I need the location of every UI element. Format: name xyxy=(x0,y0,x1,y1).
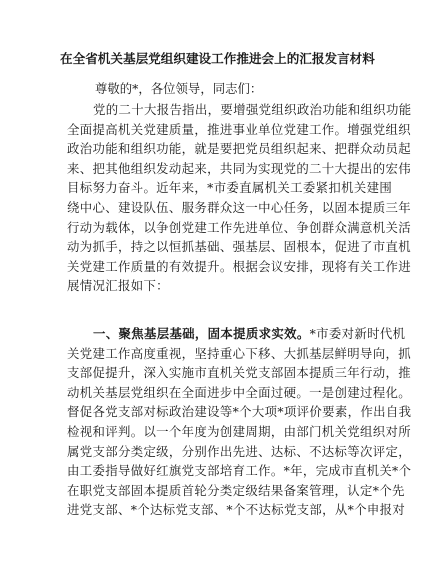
paragraph-line: 来、把其他组织发动起来，共同为实现党的二十大提出的宏伟 xyxy=(67,160,411,176)
paragraph-line: 动为抓手，持之以恒抓基础、强基层、固根本，促进了市直机 xyxy=(67,239,411,255)
section-1 xyxy=(67,324,412,520)
paragraph-line: 全面提高机关党建质量，推进事业单位党建工作。增强党组织 xyxy=(67,121,411,137)
paragraph-line: 党的二十大报告指出，要增强党组织政治功能和组织功能 xyxy=(93,102,412,117)
paragraph-line: 关党建工作高度重视，坚持重心下移、大抓基层鲜明导向，抓 xyxy=(67,345,411,361)
paragraph-line: 绕中心、建设队伍、服务群众这一中心任务，以固本提质三年 xyxy=(67,199,411,215)
section-1-heading: 一、聚焦基层基础，固本提质求实效。 xyxy=(93,326,310,341)
paragraph-line: 由工委指导做好红旗党支部培育工作。*年，完成市直机关*个 xyxy=(67,463,412,479)
section-1-lead-text: *市委对新时代机 xyxy=(309,326,406,341)
paragraph-line: 检视和评判。以一个年度为创建周期，由部门机关党组织对所 xyxy=(67,423,411,439)
paragraph-line: 支部促提升，深入实施市直机关党支部固本提质三年行动，推 xyxy=(67,365,411,381)
paragraph-line: 督促各党支部对标政治建设等*个大项*项评价要素，作出自我 xyxy=(67,404,412,420)
paragraph-line: 关党建工作质量的有效提升。根据会议安排，现将有关工作进 xyxy=(67,258,411,274)
paragraph-1 xyxy=(67,100,412,296)
paragraph-line: 属党支部分类定级，分别作出先进、达标、不达标等次评定， xyxy=(67,443,411,459)
paragraph-line: 行动为载体，以争创党建工作先进单位、争创群众满意机关活 xyxy=(67,219,411,235)
paragraph-line: 动机关基层党组织在全面进步中全面过硬。一是创建过程化。 xyxy=(67,384,411,400)
paragraph-line: 政治功能和组织功能，就是要把党员组织起来、把群众动员起 xyxy=(67,141,411,157)
paragraph-line: 展情况汇报如下： xyxy=(67,278,169,294)
paragraph-line: 目标努力奋斗。近年来，*市委直属机关工委紧扣机关建围 xyxy=(67,180,393,196)
greeting-line: 尊敬的*，各位领导，同志们： xyxy=(95,81,263,96)
paragraph-line: 在职党支部固本提质首轮分类定级结果备案管理，认定*个先 xyxy=(67,482,405,498)
section-1-first-line xyxy=(67,324,406,344)
document-title: 在全省机关基层党组织建设工作推进会上的汇报发言材料 xyxy=(60,51,375,66)
paragraph-line: 进党支部、*个达标党支部、*个不达标党支部，从*个申报对 xyxy=(67,502,406,518)
